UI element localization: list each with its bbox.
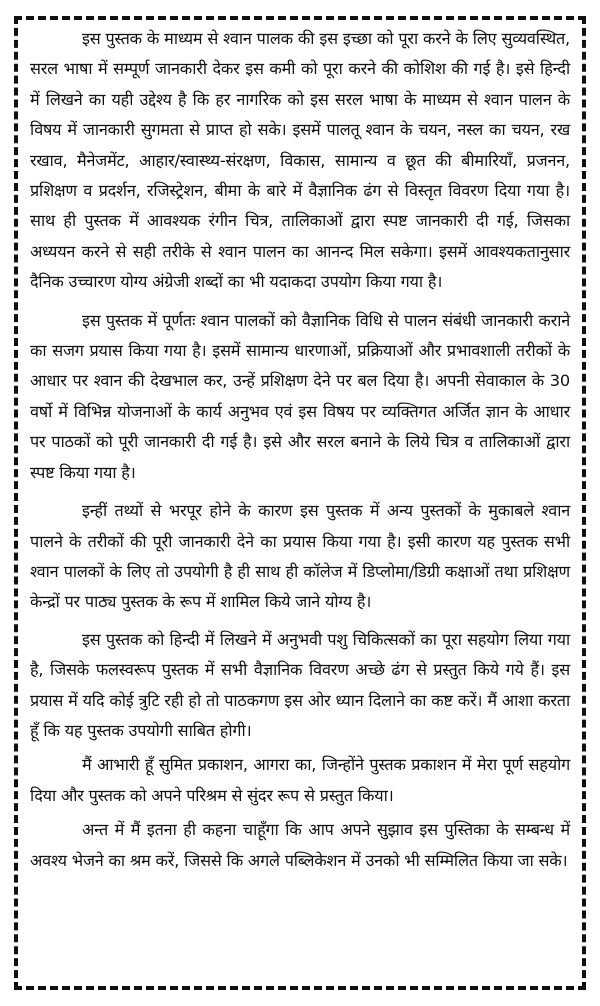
- preface-paragraph-6: अन्त में मैं इतना ही कहना चाहूँगा कि आप अपने सुझाव इस पुस्तिका के सम्बन्ध में अवश्य भेजने का श्रम करें, जिससे कि अगले पब्लिकेशन में उनको भी सम्मिलित किया जा सके।: [30, 820, 570, 870]
- preface-text-block: [30, 24, 570, 876]
- preface-paragraph-5: मैं आभारी हूँ सुमित प्रकाशन, आगरा का, जिन्होंने पुस्तक प्रकाशन में मेरा पूर्ण सहयोग दिया और पुस्तक को अपने परिश्रम से सुंदर रूप से प्रस्तुत किया।: [30, 755, 570, 805]
- preface-paragraph-3: इन्हीं तथ्यों से भरपूर होने के कारण इस पुस्तक में अन्य पुस्तकों के मुकाबले श्वान पालने के तरीकों की पूरी जानकारी देने का प्रयास किया गया है। इसी कारण यह पुस्तक सभी श्वान पालकों के लिए तो उपयोगी है ही साथ ही कॉलेज में डिप्लोमा/डिग्री कक्षाओं तथा प्रशिक्षण केन्द्रों पर पाठ्य पुस्तक के रूप में शामिल किये जाने योग्य है।: [30, 501, 570, 612]
- preface-paragraph-4: इस पुस्तक को हिन्दी में लिखने में अनुभवी पशु चिकित्सकों का पूरा सहयोग लिया गया है, जिसके फलस्वरूप पुस्तक में सभी वैज्ञानिक विवरण अच्छे ढंग से प्रस्तुत किये गये हैं। इस प्रयास में यदि कोई त्रुटि रही हो तो पाठकगण इस ओर ध्यान दिलाने का कष्ट करें। मैं आशा करता हूँ कि यह पुस्तक उपयोगी साबित होगी।: [30, 629, 570, 740]
- preface-paragraph-1: इस पुस्तक के माध्यम से श्वान पालक की इस इच्छा को पूरा करने के लिए सुव्यवस्थित, सरल भाषा में सम्पूर्ण जानकारी देकर इस कमी को पूरा करने की कोशिश की गई है। इसे हिन्दी में लिखने का यही उद्देश्य है कि हर नागरिक को इस सरल भाषा के माध्यम से श्वान पालन के विषय में जानकारी सुगमता से प्राप्त हो सके। इसमें पालतू श्वान के चयन, नस्ल का चयन, रख रखाव, मैनेजमेंट, आहार/स्वास्थ्य-संरक्षण, विकास, सामान्य व छूत की बीमारियाँ, प्रजनन, प्रशिक्षण व प्रदर्शन, रजिस्ट्रेशन, बीमा के बारे में वैज्ञानिक ढंग से विस्तृत विवरण दिया गया है। साथ ही पुस्तक में आवश्यक रंगीन चित्र, तालिकाओं द्वारा स्पष्ट जानकारी दी गई, जिसका अध्ययन करने से सही तरीके से श्वान पालन का आनन्द मिल सकेगा। इसमें आवश्यकतानुसार दैनिक उच्चारण योग्य अंग्रेजी शब्दों का भी यदाकदा उपयोग किया गया है।: [30, 29, 570, 292]
- preface-paragraph-2: इस पुस्तक में पूर्णतः श्वान पालकों को वैज्ञानिक विधि से पालन संबंधी जानकारी कराने का सजग प्रयास किया गया है। इसमें सामान्य धारणाओं, प्रक्रियाओं और प्रभावशाली तरीकों के आधार पर श्वान की देखभाल कर, उन्हें प्रशिक्षण देने पर बल दिया है। अपनी सेवाकाल के 30 वर्षो में विभिन्न योजनाओं के कार्य अनुभव एवं इस विषय पर व्यक्तिगत अर्जित ज्ञान के आधार पर पाठकों को पूरी जानकारी दी गई है। इसे और सरल बनाने के लिये चित्र व तालिकाओं द्वारा स्पष्ट किया गया है।: [30, 310, 570, 482]
